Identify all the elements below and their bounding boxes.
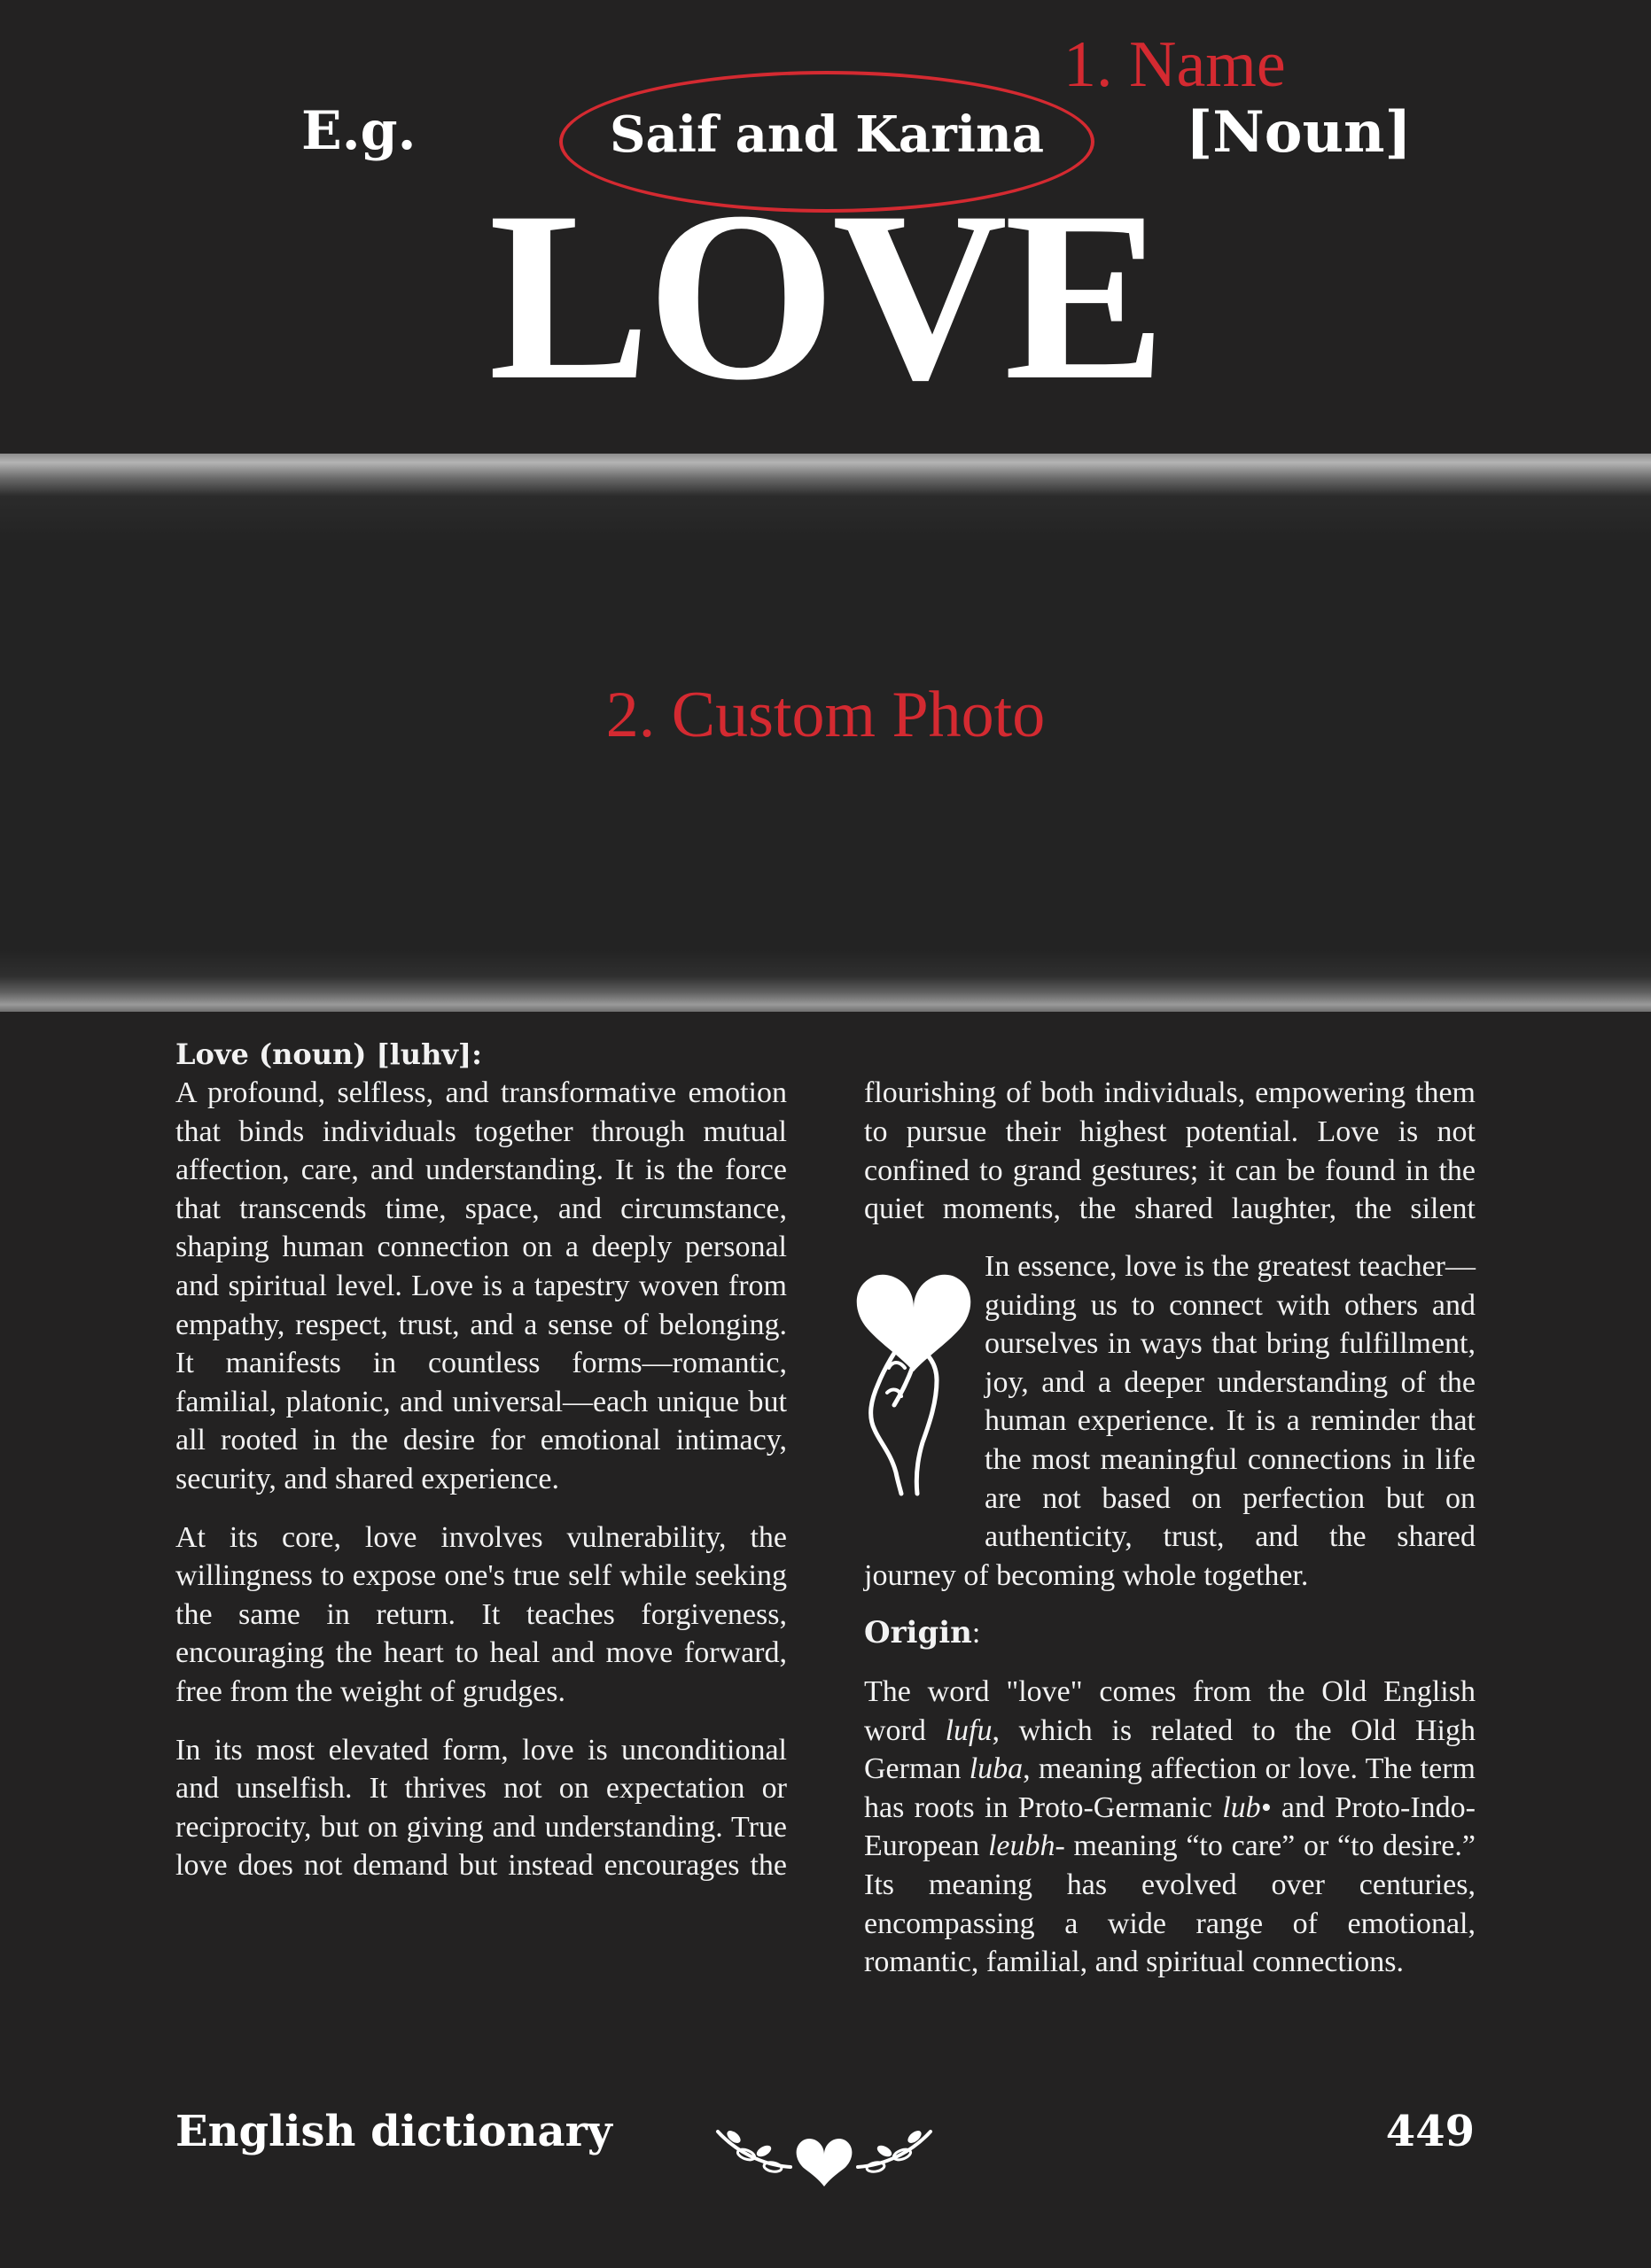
- etymon-term: lub•: [1222, 1790, 1272, 1824]
- part-of-speech: [Noun]: [1186, 99, 1412, 166]
- page-number: 449: [1385, 2107, 1475, 2156]
- definition-paragraph: In its most elevated form, love is unconditional and unselfish. It thrives not on expectation or reciprocity, but on giving and understanding. True love does not demand but instead encourages the: [175, 1733, 787, 1883]
- origin-heading-line: Origin:: [864, 1615, 981, 1651]
- definition-paragraph: At its core, love involves vulnerability, the willingness to expose one's true self while seeking the same in return. It teaches forgiveness, encouraging the heart to heal and move forward, free from the weight of grudges.: [175, 1520, 787, 1708]
- hand-heart-icon: [852, 1247, 976, 1522]
- origin-paragraph: The word "love" comes from the Old English word lufu, which is related to the Old High German luba, meaning affection or love. The term has roots in Proto-Germanic lub• and Proto-Indo-European leubh- meaning “to care” or “to desire.” Its meaning has evolved over centuries, encompassing a wide range of emotional, romantic, familial, and spiritual connections.: [864, 1674, 1476, 1979]
- definition-column-right: [864, 1074, 1476, 1982]
- definition-column-left: [175, 1035, 787, 1885]
- callout-name: 1. Name: [1063, 28, 1286, 101]
- heart-ornament-icon: [709, 2116, 939, 2190]
- definition-paragraph-text: In essence, love is the greatest teacher—guiding us to connect with others and ourselves in ways that bring fulfillment, joy, and a deeper understanding of the human experience. It is a reminder that the most meaningful connections in life are not based on perfection but on authenticity, trust, and the shared journey of becoming whole together.: [864, 1250, 1476, 1592]
- paragraph-continuation: flourishing of both individuals, empowering them to pursue their highest potential. Love is not confined to grand gestures; it can be found in the quiet moments, the shared laughter, the silent: [864, 1076, 1476, 1226]
- couple-names[interactable]: Saif and Karina: [610, 105, 1044, 164]
- definition-paragraph-continued: [864, 1074, 1476, 1228]
- definition-heading: Love (noun) [luhv]:: [175, 1037, 482, 1071]
- example-label: E.g.: [301, 100, 417, 162]
- definition-paragraph: [864, 1247, 1476, 1595]
- headword: LOVE: [488, 162, 1163, 431]
- callout-photo: 2. Custom Photo: [605, 679, 1046, 751]
- etymon-term: lufu: [945, 1713, 993, 1747]
- origin-heading: Origin: [864, 1615, 972, 1651]
- etymon-term: luba: [969, 1752, 1024, 1786]
- etymon-term: leubh-: [987, 1829, 1065, 1863]
- definition-paragraph: A profound, selfless, and transformative emotion that binds individuals together through mutual affection, care, and understanding. It is the force that transcends time, space, and circumstance, shaping human connection on a deeply personal and spiritual level. Love is a tapestry woven from empathy, respect, trust, and a sense of belonging. It manifests in countless forms—romantic, familial, platonic, and universal—each unique but all rooted in the desire for emotional intimacy, security, and shared experience.: [175, 1076, 787, 1495]
- footer-title: English dictionary: [175, 2107, 612, 2156]
